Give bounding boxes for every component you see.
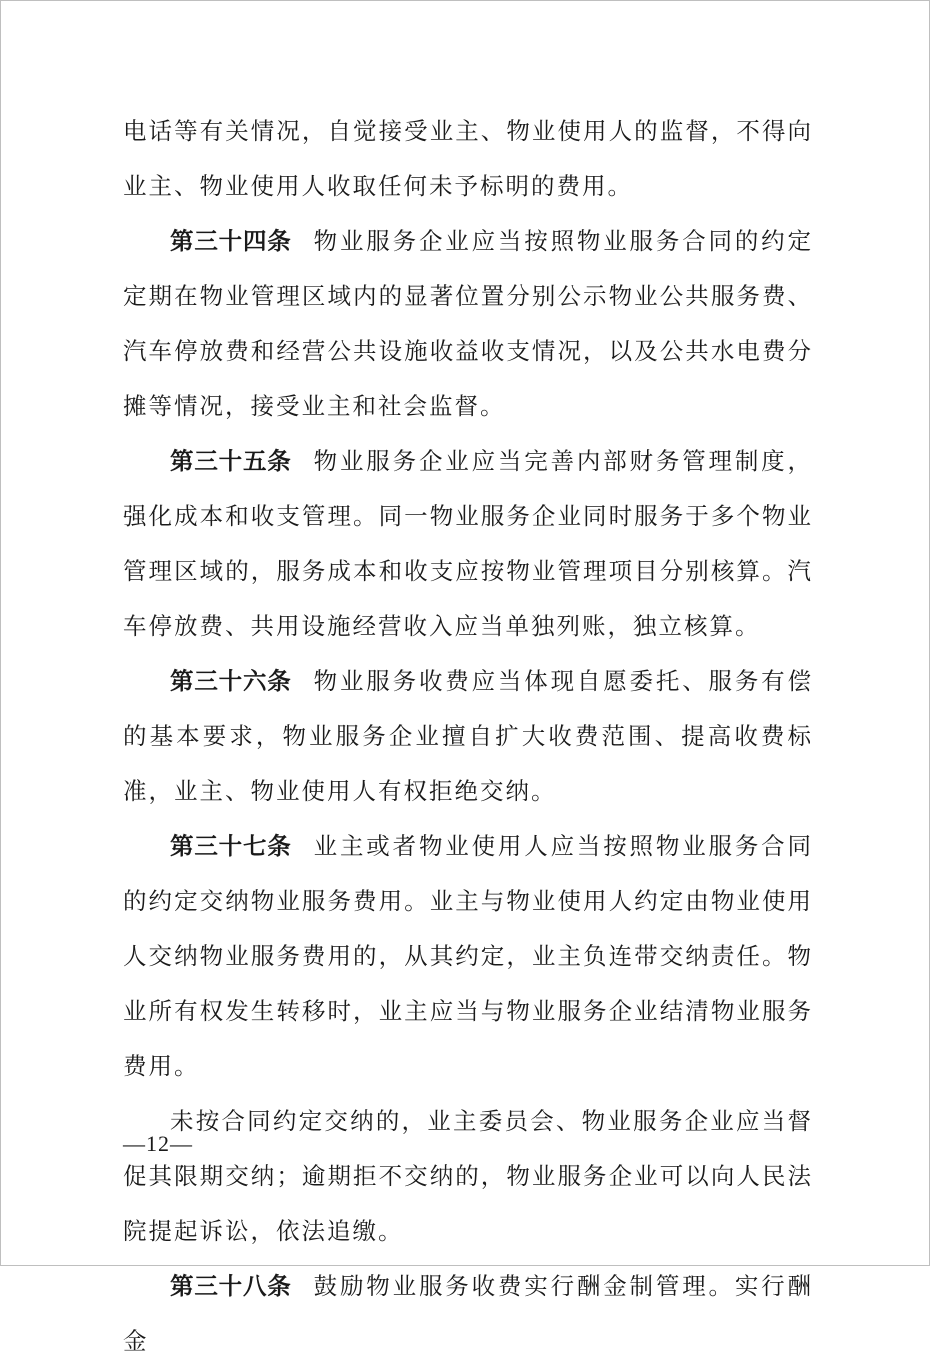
paragraph-continued [123,104,813,214]
article-title: 第三十六条 [170,667,292,695]
page-number: —12— [123,1131,193,1156]
article-35 [123,434,813,654]
document-body [123,104,813,1369]
article-text: 物业服务企业应当按照物业服务合同的约定定期在物业管理区域内的显著位置分别公示物业公共服务费、汽车停放费和经营公共设施收益收支情况，以及公共水电费分摊等情况，接受业主和社会监督。 [123,227,814,420]
article-text: 业主或者物业使用人应当按照物业服务合同的约定交纳物业服务费用。业主与物业使用人约定由物业使用人交纳物业服务费用的，从其约定，业主负连带交纳责任。物业所有权发生转移时，业主应当与物业服务企业结清物业服务费用。 [123,832,814,1080]
article-text: 物业服务收费应当体现自愿委托、服务有偿的基本要求，物业服务企业擅自扩大收费范围、提高收费标准，业主、物业使用人有权拒绝交纳。 [123,667,814,805]
paragraph-text: 电话等有关情况，自觉接受业主、物业使用人的监督，不得向业主、物业使用人收取任何未予标明的费用。 [123,117,813,200]
article-37-paragraph-2 [123,1094,813,1259]
article-38 [123,1259,813,1369]
article-34 [123,214,813,434]
article-text: 鼓励物业服务收费实行酬金制管理。实行酬金 [123,1272,814,1355]
paragraph-text: 未按合同约定交纳的，业主委员会、物业服务企业应当督促其限期交纳；逾期拒不交纳的，物业服务企业可以向人民法院提起诉讼，依法追缴。 [123,1107,813,1245]
article-text: 物业服务企业应当完善内部财务管理制度，强化成本和收支管理。同一物业服务企业同时服务于多个物业管理区域的，服务成本和收支应按物业管理项目分别核算。汽车停放费、共用设施经营收入应当单独列账，独立核算。 [123,447,814,640]
article-title: 第三十五条 [170,447,292,475]
article-title: 第三十四条 [170,227,292,255]
article-title: 第三十八条 [170,1272,292,1300]
article-37 [123,819,813,1094]
article-title: 第三十七条 [170,832,292,860]
article-36 [123,654,813,819]
